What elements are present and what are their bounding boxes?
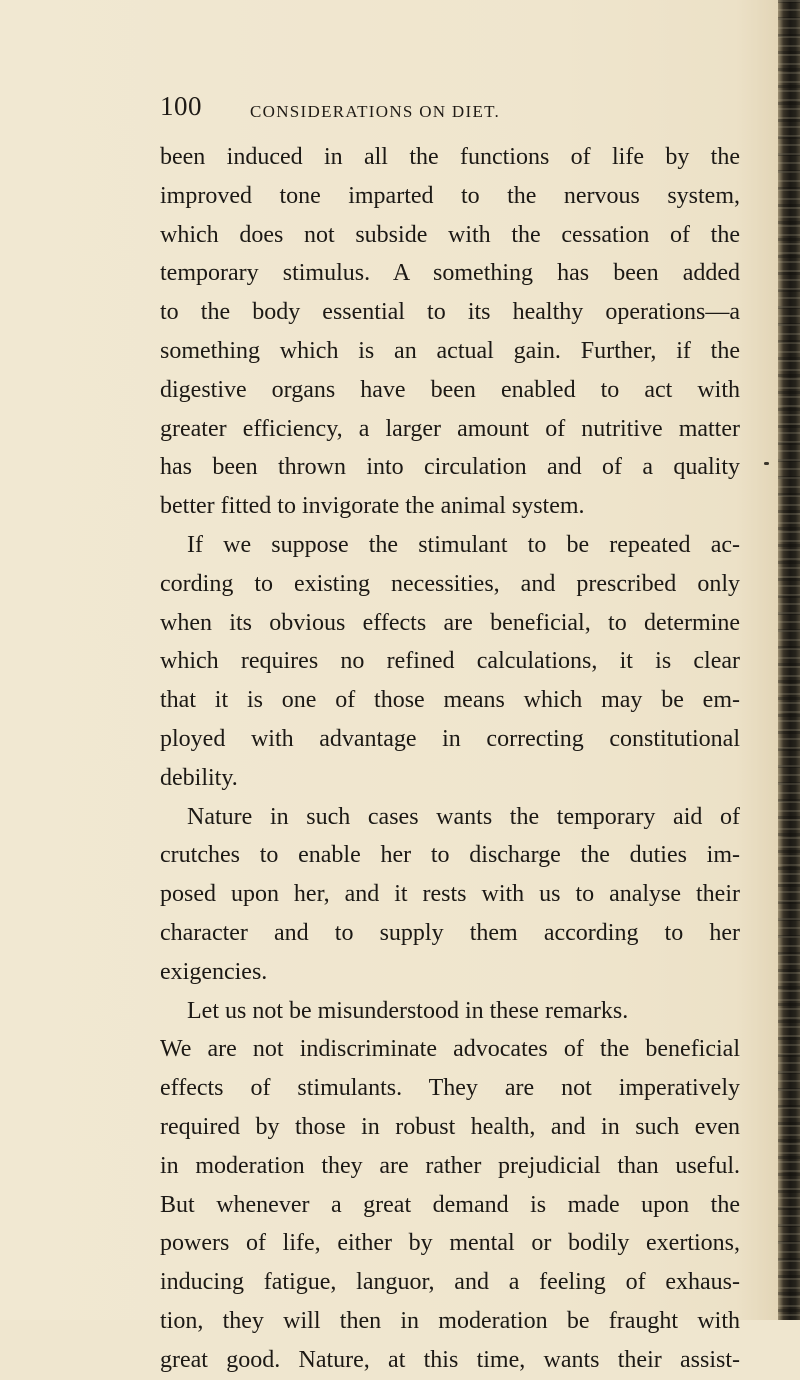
text-line: better fitted to invigorate the animal system. xyxy=(160,493,585,520)
text-line: But whenever a great demand is made upon the xyxy=(160,1191,740,1218)
text-line: which requires no refined calculations, it is clear xyxy=(160,648,740,675)
text-line: digestive organs have been enabled to act with xyxy=(160,376,740,403)
text-line: effects of stimulants. They are not imperatively xyxy=(160,1075,740,1102)
text-line: Nature in such cases wants the temporary aid of xyxy=(187,803,740,830)
paper-speck xyxy=(764,462,769,465)
text-line: that it is one of those means which may be em- xyxy=(160,687,740,714)
text-line: cording to existing necessities, and prescribed only xyxy=(160,570,740,597)
text-line: inducing fatigue, languor, and a feeling of exhaus- xyxy=(160,1269,740,1296)
body-text xyxy=(160,138,740,1380)
text-line: ployed with advantage in correcting constitutional xyxy=(160,725,740,752)
text-line: to the body essential to its healthy operations—a xyxy=(160,299,740,326)
text-line: in moderation they are rather prejudicial than useful. xyxy=(160,1152,740,1179)
text-line: been induced in all the functions of life by the xyxy=(160,144,740,170)
text-line: If we suppose the stimulant to be repeated ac- xyxy=(187,531,740,558)
page-binding-texture xyxy=(778,0,800,1320)
text-line: tion, they will then in moderation be fraught with xyxy=(160,1307,740,1334)
text-line: temporary stimulus. A something has been added xyxy=(160,260,740,287)
page-number: 100 xyxy=(160,91,202,121)
text-line: when its obvious effects are beneficial, to determine xyxy=(160,609,740,636)
text-line: something which is an actual gain. Further, if the xyxy=(160,337,740,364)
text-line: exigencies. xyxy=(160,958,268,985)
page-header xyxy=(160,91,760,131)
text-line: great good. Nature, at this time, wants their assist- xyxy=(160,1346,740,1373)
text-line: character and to supply them according to her xyxy=(160,919,740,946)
running-head: CONSIDERATIONS ON DIET. xyxy=(250,102,501,121)
text-line: powers of life, either by mental or bodily exertions, xyxy=(160,1230,740,1257)
text-line: greater efficiency, a larger amount of nutritive matter xyxy=(160,415,740,442)
text-line: improved tone imparted to the nervous system, xyxy=(160,182,740,209)
text-line: required by those in robust health, and in such even xyxy=(160,1113,740,1140)
text-line: debility. xyxy=(160,764,238,791)
text-line: which does not subside with the cessation of the xyxy=(160,221,740,248)
text-line: Let us not be misunderstood in these remarks. xyxy=(187,997,629,1024)
text-line: crutches to enable her to discharge the duties im- xyxy=(160,842,740,869)
text-line: We are not indiscriminate advocates of the beneficial xyxy=(160,1036,740,1063)
text-line: has been thrown into circulation and of a quality xyxy=(160,454,740,481)
text-line: posed upon her, and it rests with us to analyse their xyxy=(160,881,740,908)
